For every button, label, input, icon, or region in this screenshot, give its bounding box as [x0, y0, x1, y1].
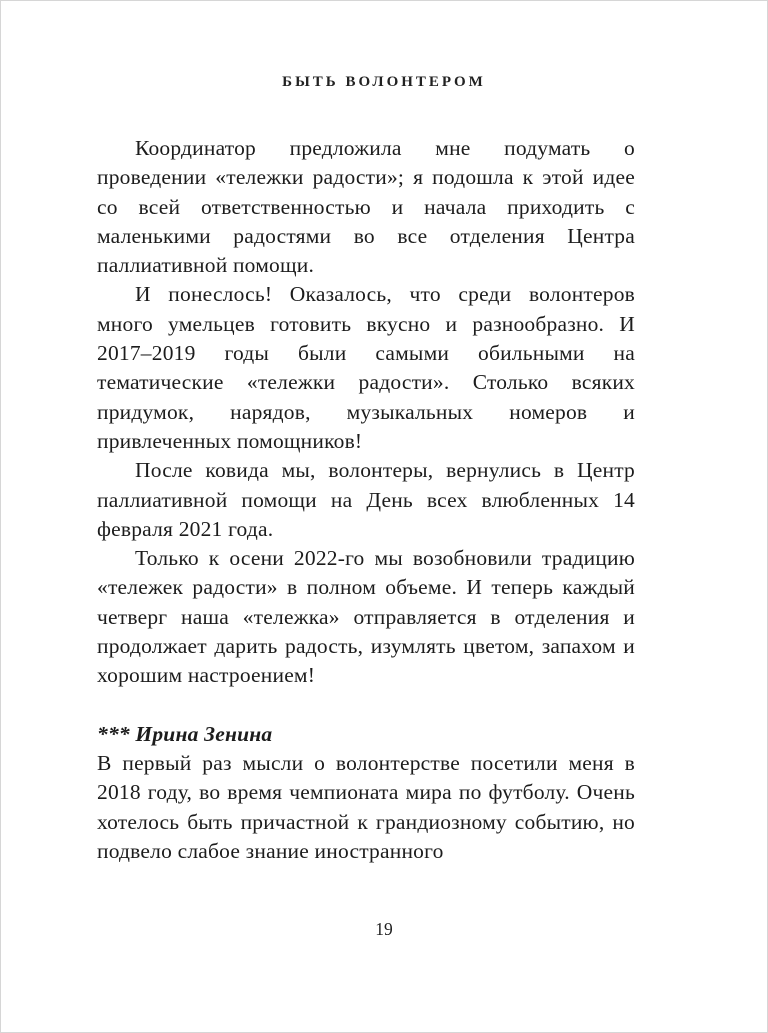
- section-paragraph-1: В первый раз мысли о волонтерстве посетили меня в 2018 году, во время чемпионата мира по футболу. Очень хотелось быть причастной к грандиозному событию, но подвело слабое знание иностранного: [97, 750, 635, 863]
- body-paragraph-3: После ковида мы, волонтеры, вернулись в Центр паллиативной помощи на День всех влюбленных 14 февраля 2021 года.: [97, 458, 635, 541]
- body-paragraph-2: И понеслось! Оказалось, что среди волонтеров много умельцев готовить вкусно и разнообразно. И 2017–2019 годы были самыми обильными на тематические «тележки радости». Столько всяких придумок, нарядов, музыкальных номеров и привлеченных помощников!: [97, 282, 635, 453]
- body-paragraph-1: Координатор предложила мне подумать о проведении «тележки радости»; я подошла к этой идее со всей ответственностью и начала приходить с маленькими радостями во все отделения Центра паллиативной помощи.: [97, 136, 635, 278]
- section-heading: *** Ирина Зенина: [97, 721, 273, 746]
- page-number: 19: [375, 919, 393, 939]
- running-header: БЫТЬ ВОЛОНТЕРОМ: [282, 74, 486, 90]
- body-text: [97, 134, 635, 866]
- body-paragraph-4: Только к осени 2022-го мы возобновили традицию «тележек радости» в полном объеме. И теперь каждый четверг наша «тележка» отправляется в отделения и продолжает дарить радость, изумлять цветом, запахом и хорошим настроением!: [97, 546, 635, 688]
